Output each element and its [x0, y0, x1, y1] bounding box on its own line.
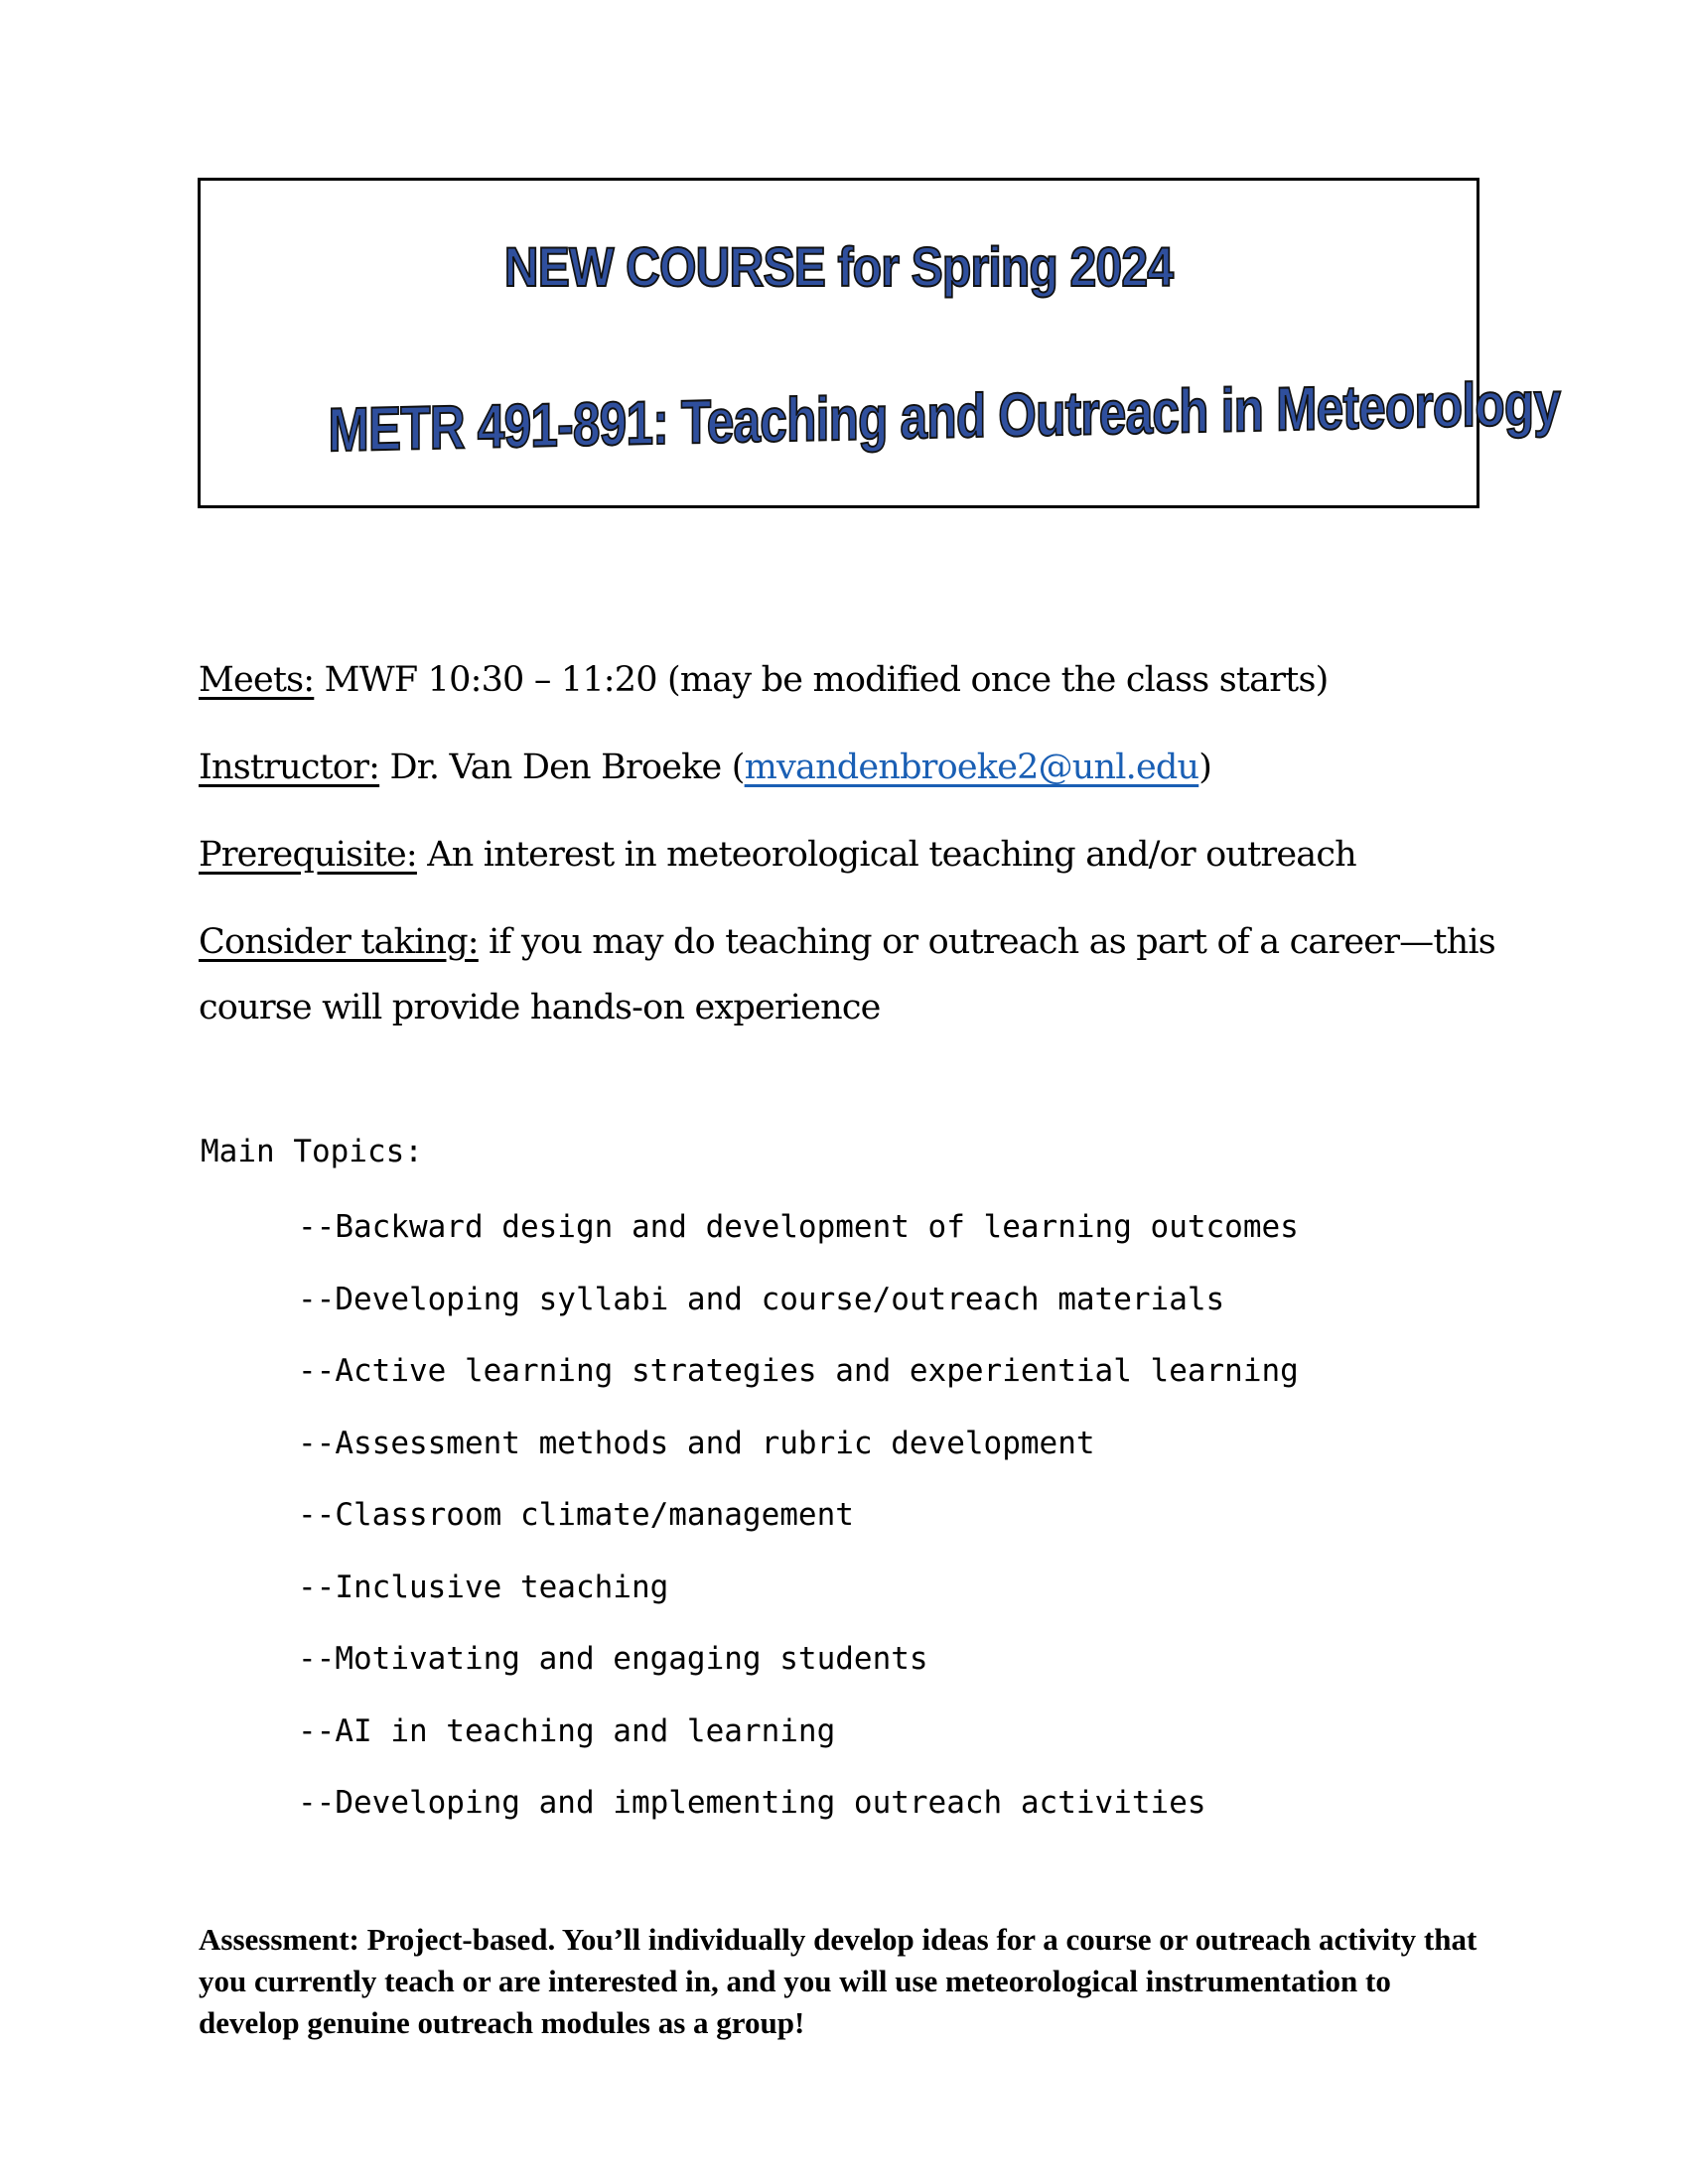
main-topics-list — [298, 1203, 1299, 1851]
course-title-box — [198, 178, 1561, 508]
consider-value: if you may do teaching or outreach as part of a career—this — [478, 922, 1495, 962]
prerequisite-line — [199, 822, 1489, 887]
main-topics-heading: Main Topics: — [201, 1134, 423, 1169]
topic-item: --Backward design and development of learning outcomes — [298, 1209, 1299, 1245]
meets-label: Meets: — [199, 660, 315, 700]
instructor-close-paren: ) — [1198, 748, 1212, 787]
instructor-name: Dr. Van Den Broeke ( — [379, 748, 745, 787]
consider-label: Consider taking: — [199, 922, 479, 962]
topic-item: --Classroom climate/management — [298, 1497, 854, 1533]
prerequisite-value: An interest in meteorological teaching and/or outreach — [416, 835, 1356, 875]
topic-item: --AI in teaching and learning — [298, 1712, 836, 1749]
consider-line — [199, 909, 1495, 975]
meets-value: MWF 10:30 – 11:20 (may be modified once the class starts) — [314, 660, 1329, 700]
assessment-paragraph: Assessment: Project-based. You’ll individually develop ideas for a course or outreach activity that you currently teach or are interested in, and you will use meteorological instrumentation to develop genuine outreach modules as a group! — [199, 1922, 1477, 2040]
topic-item: --Motivating and engaging students — [298, 1641, 928, 1677]
consider-line-continued: course will provide hands-on experience — [199, 988, 881, 1027]
topic-item: --Developing syllabi and course/outreach materials — [298, 1281, 1225, 1317]
announcement-heading: NEW COURSE for Spring 2024 — [503, 235, 1174, 298]
instructor-line — [199, 735, 1489, 800]
instructor-label: Instructor: — [199, 748, 380, 787]
topic-item: --Assessment methods and rubric development — [298, 1425, 1095, 1461]
prerequisite-label: Prerequisite: — [199, 835, 417, 875]
course-title: METR 491-891: Teaching and Outreach in Meteorology — [328, 369, 1561, 466]
meets-line — [199, 647, 1489, 713]
instructor-email-link[interactable]: mvandenbroeke2@unl.edu — [744, 748, 1199, 787]
topic-item: --Developing and implementing outreach activities — [298, 1785, 1206, 1821]
topic-item: --Active learning strategies and experiential learning — [298, 1353, 1299, 1389]
topic-item: --Inclusive teaching — [298, 1569, 669, 1605]
